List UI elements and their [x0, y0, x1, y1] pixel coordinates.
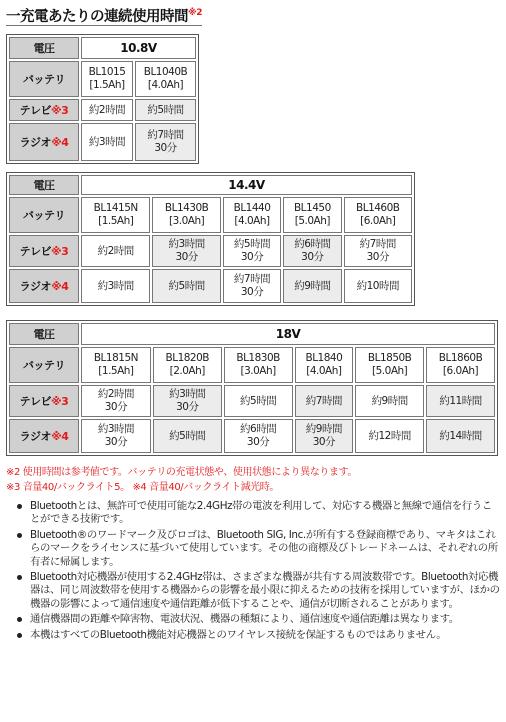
- row-label: テレビ: [19, 244, 51, 258]
- cell-text: 約5時間: [147, 103, 184, 116]
- battery-model-cell: [426, 347, 495, 383]
- title-footnote-mark: ※2: [188, 8, 203, 19]
- cell-text: 約3時間: [169, 388, 206, 400]
- row-label-footnote: ※4: [51, 135, 69, 149]
- radio-runtime-cell: [224, 419, 293, 453]
- list-item: [30, 629, 500, 642]
- cell-text: 約3時間: [168, 238, 205, 250]
- cell-text: BL1850B: [367, 352, 412, 364]
- cell-text: BL1015: [88, 66, 126, 78]
- battery-model-cell: [81, 61, 133, 97]
- voltage-row: [9, 37, 196, 59]
- battery-label: [9, 61, 79, 97]
- battery-model-cell: [355, 347, 424, 383]
- title-underline: [6, 25, 202, 26]
- tv-label: [9, 235, 79, 267]
- tv-row: [9, 385, 495, 417]
- row-label: テレビ: [19, 394, 51, 408]
- cell-text: 約9時間: [294, 279, 331, 292]
- tv-runtime-cell: [295, 385, 354, 417]
- cell-text: 約10時間: [356, 279, 399, 292]
- list-item-text: 通信機器間の距離や障害物、電波状況、機器の種類により、通信速度や通信距離は異なります。: [30, 613, 459, 626]
- tv-runtime-cell: [153, 385, 222, 417]
- row-label: バッテリ: [23, 72, 65, 86]
- row-label-footnote: ※3: [50, 103, 69, 117]
- cell-text: BL1440: [233, 202, 271, 214]
- cell-text: 約7時間: [359, 238, 396, 250]
- bullet-icon: [17, 575, 22, 580]
- voltage-value: 14.4V: [81, 175, 412, 195]
- cell-text: 30分: [240, 286, 264, 298]
- cell-text: [5.0Ah]: [294, 215, 330, 227]
- runtime-table-18v: [6, 320, 498, 456]
- bullet-icon: [17, 533, 22, 538]
- cell-text: 約2時間: [97, 388, 135, 400]
- cell-text: 30分: [175, 251, 198, 263]
- radio-runtime-cell: [295, 419, 354, 453]
- cell-text: BL1860B: [438, 352, 483, 364]
- cell-text: [2.0Ah]: [169, 365, 205, 377]
- battery-row: [9, 197, 412, 233]
- row-label-footnote: ※4: [51, 279, 69, 293]
- row-label: ラジオ: [19, 135, 52, 149]
- cell-text: BL1450: [293, 202, 331, 214]
- row-label-footnote: ※3: [50, 244, 69, 258]
- tv-runtime-cell: [135, 99, 196, 121]
- cell-text: BL1040B: [143, 66, 188, 78]
- list-item-text: Bluetoothとは、無許可で使用可能な2.4GHz帯の電波を利用して、対応する機器と無線で通信を行うことができる技術です。: [30, 500, 492, 526]
- tv-runtime-cell: [81, 385, 151, 417]
- cell-text: 約7時間: [305, 394, 342, 407]
- cell-text: 約3時間: [88, 135, 126, 148]
- row-label-footnote: ※3: [50, 394, 69, 408]
- cell-text: [1.5Ah]: [89, 79, 125, 91]
- cell-text: BL1415N: [93, 202, 138, 214]
- battery-model-cell: [224, 347, 293, 383]
- voltage-label: [9, 323, 79, 345]
- footnote-2: ※2 使用時間は参考値です。バッテリの充電状態や、使用状態により異なります。: [6, 467, 357, 478]
- cell-text: 約5時間: [168, 279, 205, 292]
- radio-runtime-cell: [135, 123, 196, 161]
- battery-model-cell: [283, 197, 341, 233]
- row-label: 電圧: [33, 178, 55, 192]
- row-label: バッテリ: [23, 208, 65, 222]
- cell-text: BL1815N: [93, 352, 138, 364]
- cell-text: 約12時間: [368, 429, 411, 442]
- tv-runtime-cell: [224, 385, 293, 417]
- voltage-value: 18V: [81, 323, 495, 345]
- cell-text: [3.0Ah]: [240, 365, 276, 377]
- bullet-icon: [17, 633, 22, 638]
- list-item-text: 本機はすべてのBluetooth機能対応機器とのワイヤレス接続を保証するものではありません。: [30, 628, 447, 641]
- cell-text: 30分: [104, 401, 128, 413]
- row-label: ラジオ: [19, 279, 52, 293]
- cell-text: [3.0Ah]: [169, 215, 205, 227]
- runtime-table-10-8v: [6, 34, 199, 164]
- cell-text: 30分: [246, 436, 270, 448]
- tv-runtime-cell: [223, 235, 281, 267]
- cell-text: 約14時間: [439, 429, 482, 442]
- row-label: バッテリ: [23, 358, 65, 372]
- battery-model-cell: [295, 347, 354, 383]
- cell-text: [5.0Ah]: [372, 365, 408, 377]
- runtime-table-14-4v: [6, 172, 415, 306]
- cell-text: 約5時間: [240, 394, 277, 407]
- radio-runtime-cell: [426, 419, 495, 453]
- list-item: [30, 529, 500, 569]
- list-item: [30, 613, 500, 626]
- tv-label: [9, 99, 79, 121]
- radio-label: [9, 123, 79, 161]
- cell-text: BL1430B: [164, 202, 209, 214]
- radio-row: [9, 123, 196, 161]
- cell-text: 約5時間: [169, 429, 206, 442]
- battery-label: [9, 347, 79, 383]
- cell-text: 約6時間: [294, 238, 331, 250]
- radio-runtime-cell: [81, 269, 150, 303]
- cell-text: [4.0Ah]: [306, 365, 342, 377]
- cell-text: BL1840: [305, 352, 343, 364]
- cell-text: [6.0Ah]: [442, 365, 479, 377]
- radio-runtime-cell: [355, 419, 424, 453]
- row-label: テレビ: [19, 103, 51, 117]
- cell-text: 約9時間: [305, 423, 342, 435]
- radio-runtime-cell: [283, 269, 341, 303]
- tv-runtime-cell: [283, 235, 341, 267]
- battery-model-cell: [153, 347, 222, 383]
- radio-row: [9, 419, 495, 453]
- cell-text: 約2時間: [97, 244, 134, 257]
- tv-row: [9, 235, 412, 267]
- battery-label: [9, 197, 79, 233]
- cell-text: 30分: [301, 251, 324, 263]
- radio-row: [9, 269, 412, 303]
- radio-runtime-cell: [223, 269, 281, 303]
- battery-row: [9, 347, 495, 383]
- row-label-footnote: ※4: [51, 429, 69, 443]
- tv-label: [9, 385, 79, 417]
- battery-model-cell: [223, 197, 281, 233]
- tv-runtime-cell: [81, 235, 150, 267]
- voltage-row: [9, 323, 495, 345]
- battery-model-cell: [344, 197, 412, 233]
- cell-text: 30分: [366, 251, 389, 263]
- cell-text: BL1830B: [236, 352, 280, 364]
- cell-text: 約6時間: [240, 423, 277, 435]
- cell-text: 30分: [312, 436, 336, 448]
- cell-text: 30分: [154, 142, 177, 154]
- cell-text: 約3時間: [97, 423, 135, 435]
- radio-runtime-cell: [153, 419, 222, 453]
- cell-text: [4.0Ah]: [234, 215, 270, 227]
- cell-text: 約5時間: [233, 238, 271, 250]
- list-item-text: Bluetooth®のワードマーク及びロゴは、Bluetooth SIG, Inc.が所有する登録商標であり、マキタはこれらのマークをライセンスに基づいて使用しています。その他の商標及びトレードネームは、それぞれの所有者に帰属します。: [30, 528, 498, 568]
- cell-text: 約7時間: [147, 129, 184, 141]
- row-label: ラジオ: [19, 429, 52, 443]
- tv-runtime-cell: [355, 385, 424, 417]
- tv-runtime-cell: [344, 235, 412, 267]
- cell-text: BL1460B: [356, 202, 400, 214]
- bluetooth-notes-list: [6, 500, 500, 644]
- cell-text: [4.0Ah]: [147, 79, 184, 91]
- radio-label: [9, 419, 79, 453]
- row-label: 電圧: [33, 41, 55, 55]
- radio-runtime-cell: [152, 269, 220, 303]
- footnote-3-4: ※3 音量40/バックライト5。 ※4 音量40/バックライト減光時。: [6, 482, 279, 493]
- radio-label: [9, 269, 79, 303]
- voltage-label: [9, 37, 79, 59]
- cell-text: 約7時間: [233, 273, 271, 285]
- cell-text: 30分: [176, 401, 199, 413]
- cell-text: [6.0Ah]: [360, 215, 396, 227]
- list-item: [30, 571, 500, 611]
- battery-model-cell: [81, 347, 151, 383]
- battery-model-cell: [81, 197, 150, 233]
- voltage-value: 10.8V: [81, 37, 196, 59]
- cell-text: 30分: [240, 251, 264, 263]
- radio-runtime-cell: [344, 269, 412, 303]
- bullet-icon: [17, 617, 22, 622]
- cell-text: 約3時間: [97, 279, 134, 292]
- cell-text: 約9時間: [371, 394, 408, 407]
- tv-runtime-cell: [81, 99, 133, 121]
- tv-row: [9, 99, 196, 121]
- voltage-label: [9, 175, 79, 195]
- cell-text: 約2時間: [88, 103, 126, 116]
- cell-text: BL1820B: [165, 352, 209, 364]
- list-item: [30, 500, 500, 527]
- list-item-text: Bluetooth対応機器が使用する2.4GHz帯は、さまざまな機器が共有する周波数帯です。Bluetooth対応機器は、同じ周波数帯を使用する機器からの影響を最小限に抑えるための技術を採用していますが、ほかの機器の影響によって通信速度や通信距離が低下することや、通信が切断されることがあります。: [30, 571, 500, 610]
- tv-runtime-cell: [426, 385, 495, 417]
- bullet-icon: [17, 504, 22, 509]
- tv-runtime-cell: [152, 235, 220, 267]
- cell-text: 約11時間: [439, 394, 482, 407]
- cell-text: 30分: [104, 436, 128, 448]
- battery-row: [9, 61, 196, 97]
- radio-runtime-cell: [81, 419, 151, 453]
- page-title: 一充電あたりの連続使用時間$^{※2}$: [6, 8, 203, 25]
- cell-text: [1.5Ah]: [98, 365, 134, 377]
- radio-runtime-cell: [81, 123, 133, 161]
- battery-model-cell: [152, 197, 220, 233]
- row-label: 電圧: [33, 327, 55, 341]
- battery-model-cell: [135, 61, 196, 97]
- cell-text: [1.5Ah]: [98, 215, 134, 227]
- voltage-row: [9, 175, 412, 195]
